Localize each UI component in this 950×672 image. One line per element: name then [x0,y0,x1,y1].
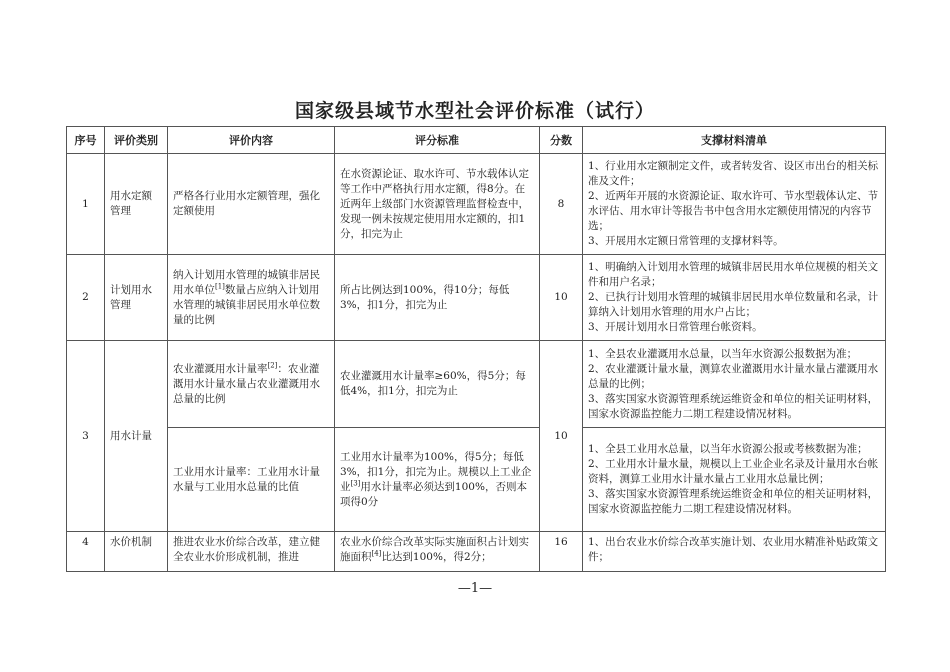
row-content: 农业灌溉用水计量率[2]：农业灌溉用水计量水量占农业灌溉用水总量的比例 [168,341,335,428]
header-criteria: 评分标准 [335,127,540,154]
row-content: 严格各行业用水定额管理，强化定额使用 [168,154,335,255]
row-criteria: 所占比例达到100%，得10分；每低3%，扣1分，扣完为止 [335,255,540,341]
row-content: 工业用水计量率：工业用水计量水量与工业用水总量的比值 [168,428,335,532]
row-score: 16 [540,532,583,572]
header-category: 评价类别 [105,127,168,154]
header-score: 分数 [540,127,583,154]
row-materials: 1、行业用水定额制定文件，或者转发省、设区市出台的相关标准及文件； 2、近两年开展的水资源论证、取水许可、节水型载体认定、节水评估、用水审计等报告书中包含用水定额使用情况的内容节选； 3、开展用水定额日常管理的支撑材料等。 [583,154,886,255]
table-row [67,428,886,532]
header-content: 评价内容 [168,127,335,154]
footnote-marker: [1] [215,282,225,290]
row-no: 2 [67,255,105,341]
row-category: 用水计量 [105,341,168,532]
row-content: 纳入计划用水管理的城镇非居民用水单位[1]数量占应纳入计划用水管理的城镇非居民用水单位数量的比例 [168,255,335,341]
footnote-marker: [2] [267,361,278,369]
row-materials: 1、全县农业灌溉用水总量，以当年水资源公报数据为准； 2、农业灌溉计量水量，测算农业灌溉用水计量水量占灌溉用水总量的比例； 3、落实国家水资源管理系统运维资金和单位的相关证明材料，国家水资源监控能力二期工程建设情况材料。 [583,341,886,428]
row-category: 水价机制 [105,532,168,572]
page-number: —1— [457,581,493,596]
table-row [67,255,886,341]
table-header-row [67,127,886,154]
row-content: 推进农业水价综合改革，建立健全农业水价形成机制，推进 [168,532,335,572]
row-score: 8 [540,154,583,255]
header-no: 序号 [67,127,105,154]
table-row [67,532,886,572]
row-criteria: 在水资源论证、取水许可、节水载体认定等工作中严格执行用水定额，得8分。在近两年上级部门水资源管理监督检查中，发现一例未按规定使用用水定额的，扣1分，扣完为止 [335,154,540,255]
row-no: 3 [67,341,105,532]
footnote-marker: [3] [350,479,361,487]
row-no: 1 [67,154,105,255]
header-materials: 支撑材料清单 [583,127,886,154]
row-category: 用水定额管理 [105,154,168,255]
evaluation-table [66,126,886,572]
table-row [67,154,886,255]
row-criteria: 农业灌溉用水计量率≥60%，得5分；每低4%，扣1分，扣完为止 [335,341,540,428]
row-category: 计划用水管理 [105,255,168,341]
table-row [67,341,886,428]
row-no: 4 [67,532,105,572]
row-criteria: 工业用水计量率为100%，得5分；每低3%，扣1分，扣完为止。规模以上工业企业[3]用水计量率必须达到100%，否则本项得0分 [335,428,540,532]
row-materials: 1、出台农业水价综合改革实施计划、农业用水精准补贴政策文件； [583,532,886,572]
row-criteria: 农业水价综合改革实际实施面积占计划实施面积[4]比达到100%，得2分； [335,532,540,572]
page-title: 国家级县域节水型社会评价标准（试行） [294,100,655,122]
row-score: 10 [540,341,583,532]
row-score: 10 [540,255,583,341]
footnote-marker: [4] [371,549,382,558]
row-materials: 1、明确纳入计划用水管理的城镇非居民用水单位规模的相关文件和用户名录； 2、已执行计划用水管理的城镇非居民用水单位数量和名录，计算纳入计划用水管理的用水户占比； 3、开展计划用水日常管理台帐资料。 [583,255,886,341]
row-materials: 1、全县工业用水总量，以当年水资源公报或考核数据为准； 2、工业用水计量水量，规模以上工业企业名录及计量用水台帐资料，测算工业用水计量水量占工业用水总量比例； 3、落实国家水资源管理系统运维资金和单位的相关证明材料，国家水资源监控能力二期工程建设情况材料。 [583,428,886,532]
